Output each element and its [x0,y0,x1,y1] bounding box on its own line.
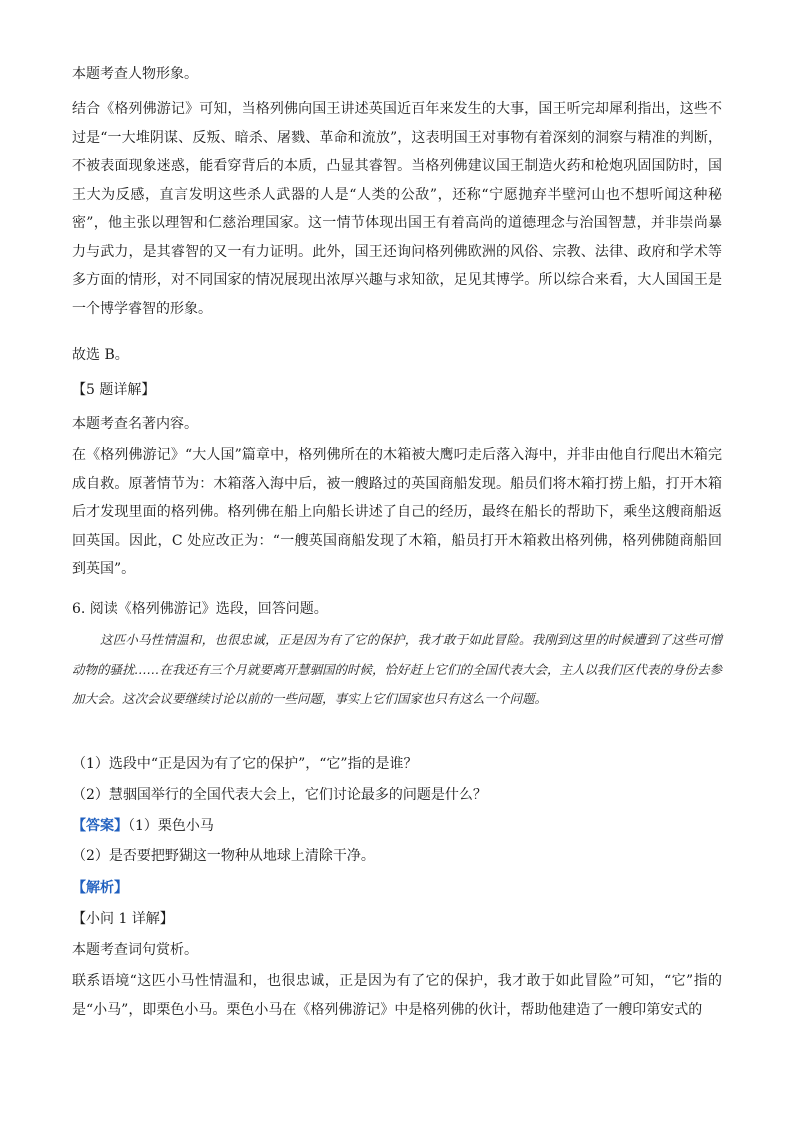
analysis-tag: 【解析】 [72,880,128,896]
analysis-line [72,874,722,903]
heading-sub1-detail: 【小问 1 详解】 [72,911,174,927]
heading-q5-detail: 【5 题详解】 [72,382,156,398]
text-analysis-pony: 联系语境“这匹小马性情温和，也很忠诚，正是因为有了它的保护，我才敢于如此冒险”可知，“它”指的是“小马”，即栗色小马。栗色小马在《格列佛游记》中是格列佛的伙计，帮助他建造了一艘印第安式的 [72,973,722,1018]
answer-2: （2）是否要把野猢这一物种从地球上清除干净。 [72,848,375,864]
text-analysis-king: 结合《格列佛游记》可知，当格列佛向国王讲述英国近百年来发生的大事，国王听完却犀利指出，这些不过是“一大堆阴谋、反叛、暗杀、屠戮、革命和流放”，这表明国王对事物有着深刻的洞察与精准的判断，不被表面现象迷惑，能看穿背后的本质，凸显其睿智。当格列佛建议国王制造火药和枪炮巩固国防时，国王大为反感，直言发明这些杀人武器的人是“人类的公敌”，还称“宁愿抛弃半壁河山也不想听闻这种秘密”，他主张以理智和仁慈治理国家。这一情节体现出国王有着高尚的道德理念与治国智慧，并非崇尚暴力与武力，是其睿智的又一有力证明。此外，国王还询问格列佛欧洲的风俗、宗教、法律、政府和学术等多方面的情形，对不同国家的情况展现出浓厚兴趣与求知欲，足见其博学。所以综合来看，大人国国王是一个博学睿智的形象。 [72,101,722,317]
text-topic-content: 本题考查名著内容。 [72,416,198,432]
question-6-1: （1）选段中“正是因为有了它的保护”，“它”指的是谁？ [72,756,418,772]
question-6-stem: 6. 阅读《格列佛游记》选段，回答问题。 [72,601,328,617]
text-analysis-box: 在《格列佛游记》“大人国”篇章中，格列佛所在的木箱被大鹰叼走后落入海中，并非由他自行爬出木箱完成自救。原著情节为：木箱落入海中后，被一艘路过的英国商船发现。船员们将木箱打捞上船，打开木箱后才发现里面的格列佛。格列佛在船上向船长讲述了自己的经历，最终在船长的帮助下，乘坐这艘商船返回英国。因此，C 处应改正为：“一艘英国商船发现了木箱，船员打开木箱救出格列佛，格列佛随商船回到英国”。 [72,447,722,577]
text-topic-character: 本题考查人物形象。 [72,66,198,82]
answer-line-1 [72,812,722,841]
reading-excerpt: 这匹小马性情温和，也很忠诚，正是因为有了它的保护，我才敢于如此冒险。我刚到这里的时候遭到了这些可憎动物的骚扰……在我还有三个月就要离开慧骃国的时候，恰好赶上它们的全国代表大会，主人以我们区代表的身份去参加大会。这次会议要继续讨论以前的一些问题，事实上它们国家也只有这么一个问题。 [72,632,723,706]
question-6-2: （2）慧骃国举行的全国代表大会上，它们讨论最多的问题是什么？ [72,787,487,803]
answer-1: （1）栗色小马 [128,818,214,834]
text-topic-sentence: 本题考查词句赏析。 [72,942,198,958]
answer-tag: 【答案】 [72,818,128,834]
text-choose-b: 故选 B。 [72,347,129,363]
